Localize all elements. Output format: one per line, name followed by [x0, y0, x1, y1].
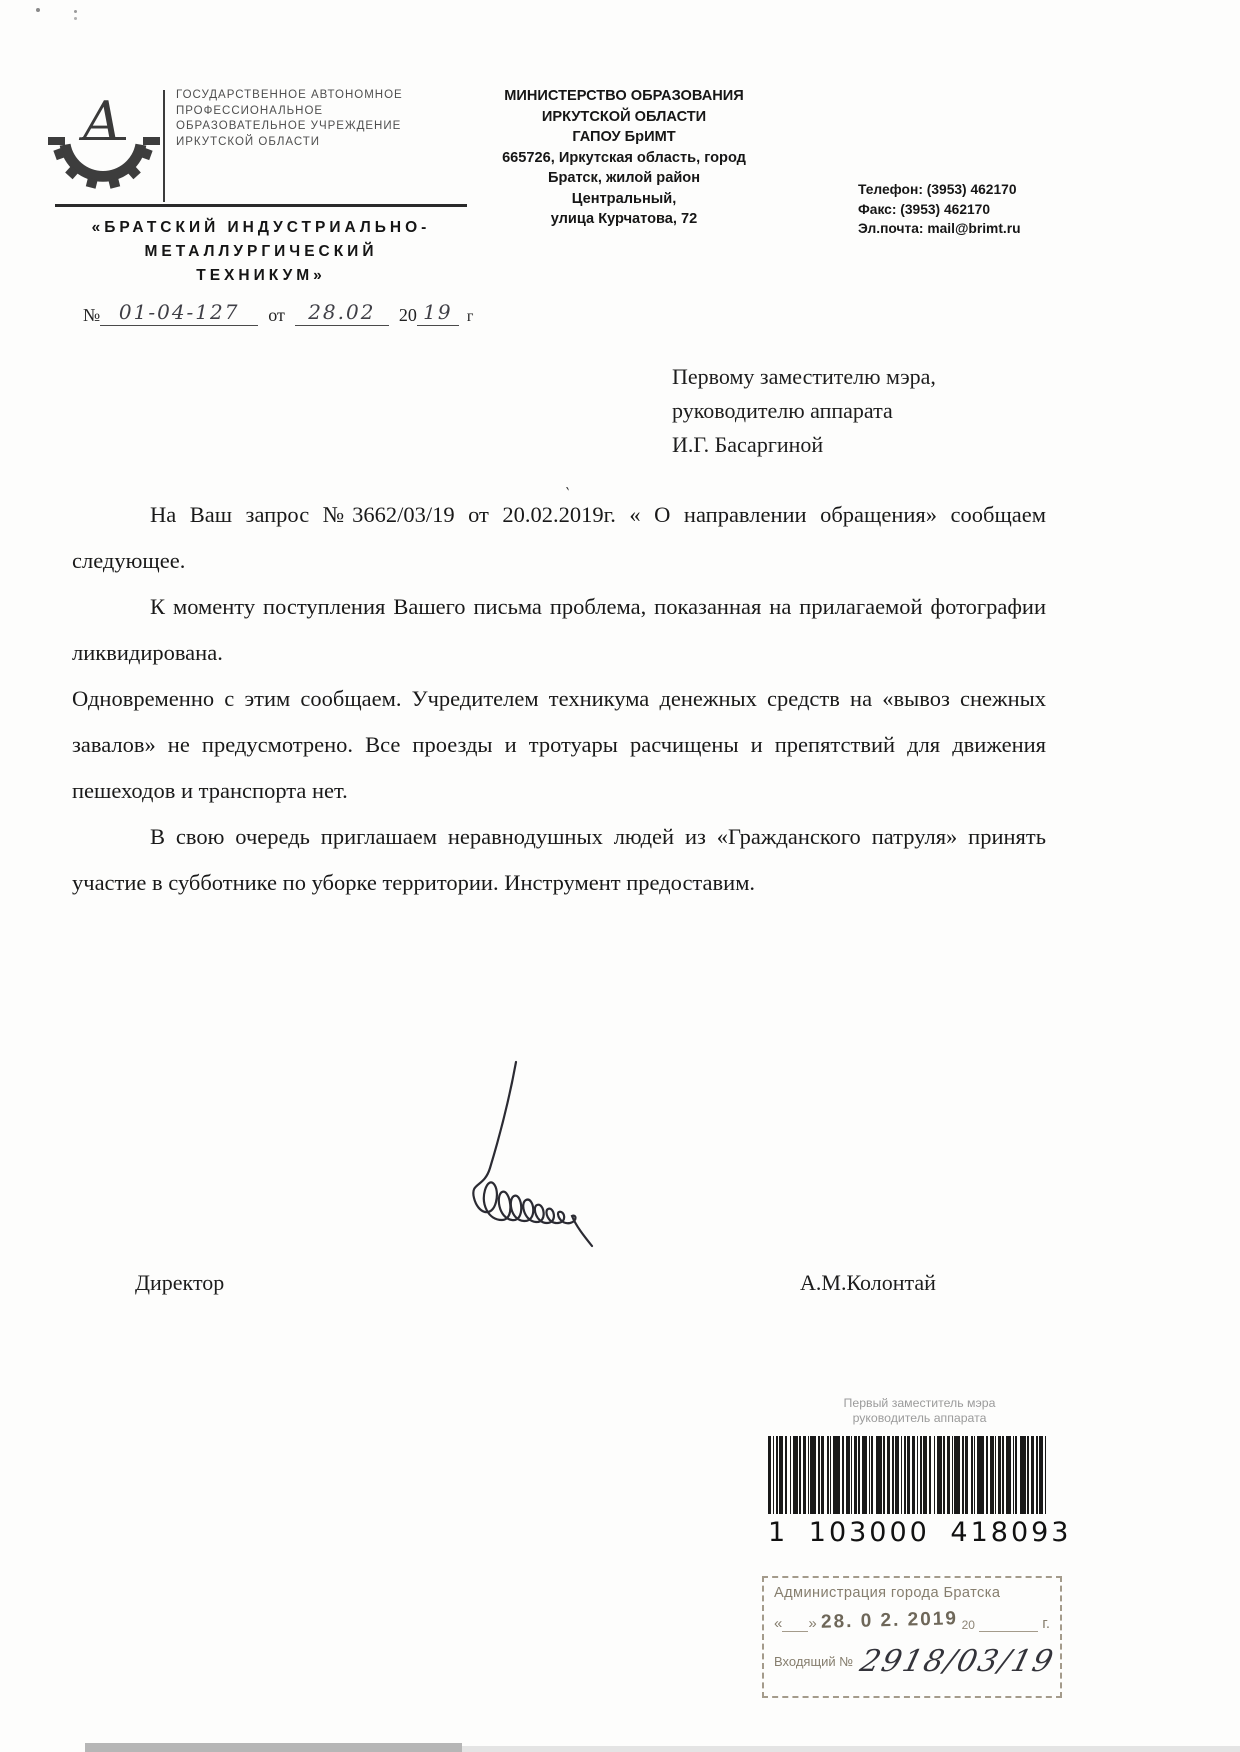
- barcode-bars: [768, 1436, 1046, 1514]
- stamp-date-row: [774, 1610, 1050, 1632]
- stamp-quote-close: »: [808, 1615, 817, 1632]
- stamp-incoming-number-handwritten: 2918/03/19: [856, 1644, 1059, 1679]
- ref-year-prefix: 20: [398, 305, 417, 325]
- org-type-line: ПРОФЕССИОНАЛЬНОЕ: [176, 104, 324, 117]
- signature-position-label: Директор: [135, 1270, 225, 1295]
- ref-line: [83, 300, 473, 326]
- logo-gear-icon: [48, 88, 160, 203]
- ref-year-suffix: г: [466, 308, 474, 325]
- ministry-line: улица Курчатова, 72: [550, 211, 698, 227]
- addressee-block: [672, 360, 936, 462]
- ministry-block: [498, 86, 750, 230]
- signature-autograph: [440, 1040, 640, 1255]
- stamp-incoming-row: [774, 1638, 1059, 1679]
- routing-note-line: Первый заместитель мэра: [843, 1396, 996, 1410]
- ref-ot-label: от: [268, 305, 285, 325]
- routing-note: [812, 1396, 1027, 1426]
- ref-number-blank: [100, 300, 258, 326]
- org-type-block: [176, 88, 416, 150]
- addressee-line: И.Г. Басаргиной: [672, 432, 824, 457]
- bottom-scan-strip: [85, 1743, 462, 1752]
- routing-note-line: руководитель аппарата: [852, 1411, 987, 1425]
- ministry-line: 665726, Иркутская область, город: [502, 149, 746, 166]
- barcode-number: 1 103000 418093: [768, 1517, 1072, 1548]
- stamp-day-blank: [782, 1617, 808, 1632]
- ref-number-handwritten: 01-04-127: [118, 300, 240, 324]
- stamp-quote-open: «: [774, 1615, 783, 1632]
- body-paragraph: В свою очередь приглашаем неравнодушных людей из «Гражданского патруля» принять участие в субботнике по уборке территории. Инструмент предоставим.: [72, 824, 1046, 895]
- org-name-line: МЕТАЛЛУРГИЧЕСКИЙ: [144, 243, 378, 260]
- org-name-block: [55, 216, 467, 288]
- ref-no-label: №: [83, 305, 101, 325]
- addressee-line: Первому заместителю мэра,: [672, 364, 936, 389]
- letterhead-rule: [55, 204, 467, 207]
- ministry-line: МИНИСТЕРСТВО ОБРАЗОВАНИЯ: [504, 88, 744, 104]
- stamp-org: Администрация города Братска: [774, 1585, 1001, 1601]
- phone-line: Телефон: (3953) 462170: [858, 182, 1017, 197]
- fax-line: Факс: (3953) 462170: [858, 201, 991, 217]
- org-name-line: «БРАТСКИЙ ИНДУСТРИАЛЬНО-: [91, 219, 431, 236]
- body-paragraph: На Ваш запрос №3662/03/19 от 20.02.2019г. « О направлении обращения» сообщаем следующее.: [72, 502, 1046, 573]
- signee-name: А.М.Колонтай: [800, 1270, 936, 1295]
- stamp-year-prefix: 20: [961, 1618, 975, 1632]
- addressee-line: руководителю аппарата: [672, 398, 893, 423]
- org-type-line: ИРКУТСКОЙ ОБЛАСТИ: [176, 135, 321, 148]
- stamp-year-suffix: г.: [1042, 1615, 1050, 1632]
- incoming-stamp: [762, 1576, 1062, 1698]
- contacts-block: [858, 180, 1118, 239]
- email-line: Эл.почта: mail@brimt.ru: [858, 221, 1021, 236]
- body-paragraph: Одновременно с этим сообщаем. Учредителем техникума денежных средств на «вывоз снежных завалов» не предусмотрено. Все проезды и тротуары расчищены и препятствий для движения пешеходов и транспорта нет.: [72, 686, 1046, 803]
- ref-year-handwritten: 19: [423, 300, 453, 324]
- letterhead-divider: [163, 90, 165, 202]
- stamp-incoming-label: Входящий №: [774, 1654, 854, 1669]
- barcode: [768, 1436, 1072, 1548]
- body-paragraph: К моменту поступления Вашего письма проблема, показанная на прилагаемой фотографии ликвидирована.: [72, 594, 1046, 665]
- bottom-scan-strip: [462, 1746, 1240, 1752]
- ministry-line: ГАПОУ БрИМТ: [572, 129, 676, 145]
- ref-date-handwritten: 28.02: [308, 300, 376, 324]
- ministry-line: ИРКУТСКОЙ ОБЛАСТИ: [541, 108, 707, 125]
- ministry-line: Братск, жилой район Центральный,: [547, 170, 701, 207]
- ref-date-blank: [295, 300, 389, 326]
- scan-artifact: `: [560, 483, 572, 504]
- scan-artifact: [36, 8, 40, 12]
- org-name-line: ТЕХНИКУМ»: [196, 267, 326, 284]
- ref-year-blank: [417, 300, 459, 326]
- stamp-date: 28. 0 2. 2019: [820, 1608, 958, 1633]
- org-type-line: ОБРАЗОВАТЕЛЬНОЕ УЧРЕЖДЕНИЕ: [176, 120, 402, 132]
- scan-artifact: [74, 10, 77, 13]
- svg-text:А: А: [82, 90, 123, 153]
- org-type-line: ГОСУДАРСТВЕННОЕ АВТОНОМНОЕ: [176, 89, 403, 101]
- stamp-year-blank: [979, 1617, 1038, 1632]
- letter-body: [72, 492, 1046, 906]
